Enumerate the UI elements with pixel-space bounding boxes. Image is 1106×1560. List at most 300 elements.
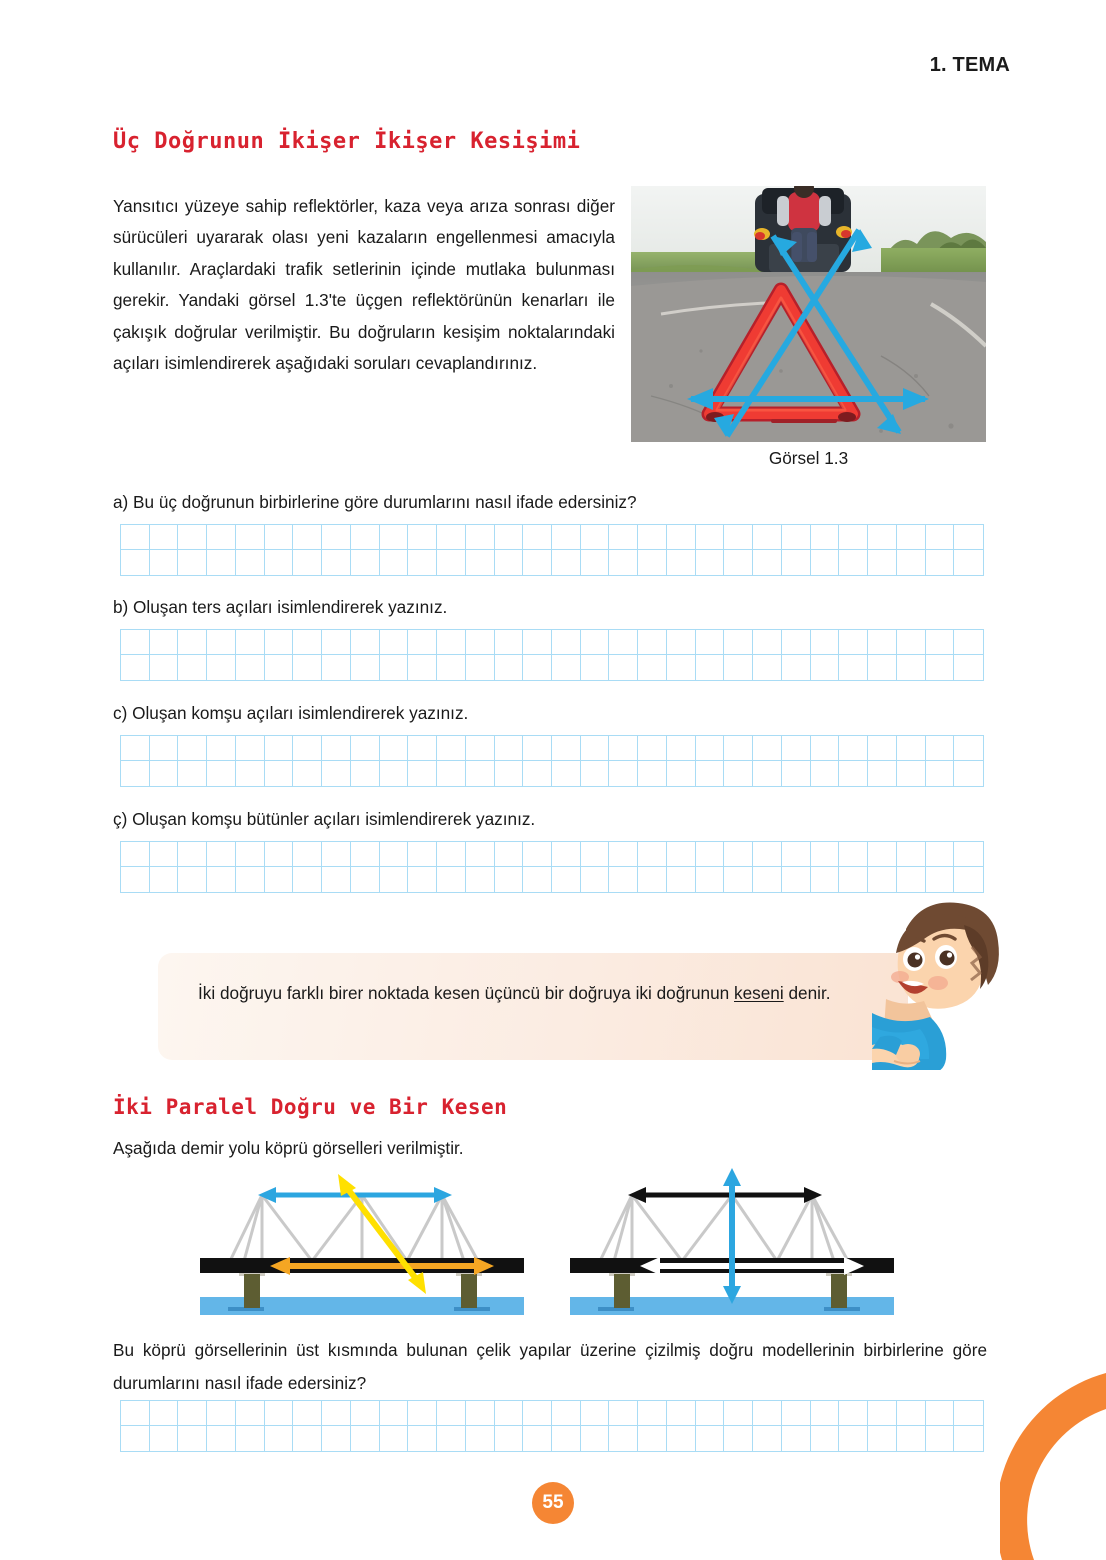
answer-cell[interactable] bbox=[667, 1426, 696, 1451]
answer-cell[interactable] bbox=[121, 550, 150, 575]
answer-cell[interactable] bbox=[351, 655, 380, 680]
answer-cell[interactable] bbox=[121, 630, 150, 654]
answer-cell[interactable] bbox=[954, 761, 983, 786]
answer-cell[interactable] bbox=[351, 867, 380, 892]
answer-cell[interactable] bbox=[207, 550, 236, 575]
answer-cell[interactable] bbox=[839, 761, 868, 786]
answer-cell[interactable] bbox=[495, 525, 524, 549]
answer-cell[interactable] bbox=[552, 736, 581, 760]
answer-cell[interactable] bbox=[437, 1401, 466, 1425]
answer-cell[interactable] bbox=[954, 525, 983, 549]
answer-cell[interactable] bbox=[609, 761, 638, 786]
answer-cell[interactable] bbox=[178, 1401, 207, 1425]
answer-cell[interactable] bbox=[150, 761, 179, 786]
answer-cell[interactable] bbox=[265, 842, 294, 866]
answer-cell[interactable] bbox=[380, 525, 409, 549]
answer-cell[interactable] bbox=[121, 1426, 150, 1451]
answer-cell[interactable] bbox=[581, 630, 610, 654]
answer-cell[interactable] bbox=[581, 655, 610, 680]
answer-cell[interactable] bbox=[466, 736, 495, 760]
answer-cell[interactable] bbox=[437, 525, 466, 549]
answer-cell[interactable] bbox=[207, 736, 236, 760]
answer-cell[interactable] bbox=[552, 525, 581, 549]
answer-cell[interactable] bbox=[552, 1401, 581, 1425]
answer-cell[interactable] bbox=[609, 1401, 638, 1425]
answer-cell[interactable] bbox=[724, 655, 753, 680]
answer-cell[interactable] bbox=[811, 1401, 840, 1425]
answer-cell[interactable] bbox=[265, 867, 294, 892]
answer-cell[interactable] bbox=[724, 525, 753, 549]
answer-cell[interactable] bbox=[150, 550, 179, 575]
answer-cell[interactable] bbox=[351, 630, 380, 654]
answer-cell[interactable] bbox=[696, 842, 725, 866]
answer-cell[interactable] bbox=[581, 550, 610, 575]
answer-cell[interactable] bbox=[150, 655, 179, 680]
answer-cell[interactable] bbox=[150, 736, 179, 760]
answer-grid-b[interactable] bbox=[120, 629, 984, 681]
answer-cell[interactable] bbox=[380, 761, 409, 786]
answer-cell[interactable] bbox=[178, 655, 207, 680]
answer-cell[interactable] bbox=[954, 736, 983, 760]
answer-cell[interactable] bbox=[265, 550, 294, 575]
answer-cell[interactable] bbox=[523, 867, 552, 892]
answer-cell[interactable] bbox=[811, 842, 840, 866]
answer-cell[interactable] bbox=[408, 525, 437, 549]
answer-cell[interactable] bbox=[408, 867, 437, 892]
answer-cell[interactable] bbox=[696, 1401, 725, 1425]
answer-cell[interactable] bbox=[178, 867, 207, 892]
answer-cell[interactable] bbox=[466, 525, 495, 549]
answer-cell[interactable] bbox=[811, 550, 840, 575]
answer-cell[interactable] bbox=[609, 1426, 638, 1451]
answer-cell[interactable] bbox=[380, 630, 409, 654]
answer-cell[interactable] bbox=[466, 867, 495, 892]
answer-cell[interactable] bbox=[839, 525, 868, 549]
answer-cell[interactable] bbox=[667, 630, 696, 654]
answer-cell[interactable] bbox=[380, 1426, 409, 1451]
answer-cell[interactable] bbox=[667, 736, 696, 760]
answer-cell[interactable] bbox=[724, 630, 753, 654]
answer-cell[interactable] bbox=[121, 525, 150, 549]
answer-cell[interactable] bbox=[868, 525, 897, 549]
answer-cell[interactable] bbox=[782, 867, 811, 892]
answer-cell[interactable] bbox=[523, 761, 552, 786]
answer-cell[interactable] bbox=[552, 655, 581, 680]
answer-cell[interactable] bbox=[724, 867, 753, 892]
answer-cell[interactable] bbox=[293, 842, 322, 866]
answer-cell[interactable] bbox=[811, 867, 840, 892]
answer-cell[interactable] bbox=[121, 761, 150, 786]
answer-cell[interactable] bbox=[581, 736, 610, 760]
answer-cell[interactable] bbox=[696, 761, 725, 786]
answer-cell[interactable] bbox=[926, 761, 955, 786]
answer-grid-bridges[interactable] bbox=[120, 1400, 984, 1452]
answer-cell[interactable] bbox=[897, 842, 926, 866]
answer-cell[interactable] bbox=[696, 525, 725, 549]
answer-cell[interactable] bbox=[782, 550, 811, 575]
answer-cell[interactable] bbox=[581, 1426, 610, 1451]
answer-cell[interactable] bbox=[293, 867, 322, 892]
answer-cell[interactable] bbox=[523, 525, 552, 549]
answer-cell[interactable] bbox=[839, 550, 868, 575]
answer-cell[interactable] bbox=[322, 761, 351, 786]
answer-cell[interactable] bbox=[322, 736, 351, 760]
answer-cell[interactable] bbox=[667, 1401, 696, 1425]
answer-cell[interactable] bbox=[523, 1401, 552, 1425]
answer-cell[interactable] bbox=[322, 630, 351, 654]
answer-cell[interactable] bbox=[839, 842, 868, 866]
answer-cell[interactable] bbox=[437, 736, 466, 760]
answer-cell[interactable] bbox=[236, 761, 265, 786]
answer-cell[interactable] bbox=[954, 550, 983, 575]
answer-cell[interactable] bbox=[954, 1426, 983, 1451]
answer-cell[interactable] bbox=[868, 867, 897, 892]
answer-cell[interactable] bbox=[811, 525, 840, 549]
answer-cell[interactable] bbox=[552, 1426, 581, 1451]
answer-cell[interactable] bbox=[954, 867, 983, 892]
answer-cell[interactable] bbox=[265, 1401, 294, 1425]
answer-cell[interactable] bbox=[638, 655, 667, 680]
answer-cell[interactable] bbox=[868, 630, 897, 654]
answer-cell[interactable] bbox=[696, 655, 725, 680]
answer-cell[interactable] bbox=[753, 1401, 782, 1425]
answer-cell[interactable] bbox=[380, 655, 409, 680]
answer-cell[interactable] bbox=[178, 842, 207, 866]
answer-cell[interactable] bbox=[638, 736, 667, 760]
answer-cell[interactable] bbox=[207, 1401, 236, 1425]
answer-cell[interactable] bbox=[868, 1426, 897, 1451]
answer-cell[interactable] bbox=[207, 842, 236, 866]
answer-cell[interactable] bbox=[954, 1401, 983, 1425]
answer-cell[interactable] bbox=[408, 1426, 437, 1451]
answer-cell[interactable] bbox=[839, 655, 868, 680]
answer-cell[interactable] bbox=[868, 550, 897, 575]
answer-cell[interactable] bbox=[495, 550, 524, 575]
answer-cell[interactable] bbox=[753, 761, 782, 786]
answer-cell[interactable] bbox=[466, 655, 495, 680]
answer-cell[interactable] bbox=[609, 842, 638, 866]
answer-cell[interactable] bbox=[293, 1426, 322, 1451]
answer-cell[interactable] bbox=[724, 550, 753, 575]
answer-cell[interactable] bbox=[523, 842, 552, 866]
answer-cell[interactable] bbox=[293, 655, 322, 680]
answer-cell[interactable] bbox=[552, 761, 581, 786]
answer-cell[interactable] bbox=[954, 655, 983, 680]
answer-cell[interactable] bbox=[581, 1401, 610, 1425]
answer-cell[interactable] bbox=[178, 525, 207, 549]
answer-cell[interactable] bbox=[236, 550, 265, 575]
answer-cell[interactable] bbox=[322, 655, 351, 680]
answer-cell[interactable] bbox=[839, 1426, 868, 1451]
answer-cell[interactable] bbox=[322, 1426, 351, 1451]
answer-cell[interactable] bbox=[696, 550, 725, 575]
answer-cell[interactable] bbox=[581, 525, 610, 549]
answer-cell[interactable] bbox=[523, 1426, 552, 1451]
answer-cell[interactable] bbox=[121, 736, 150, 760]
answer-cell[interactable] bbox=[236, 736, 265, 760]
answer-cell[interactable] bbox=[667, 655, 696, 680]
answer-cell[interactable] bbox=[782, 1401, 811, 1425]
answer-cell[interactable] bbox=[811, 630, 840, 654]
answer-cell[interactable] bbox=[897, 867, 926, 892]
answer-cell[interactable] bbox=[926, 842, 955, 866]
answer-cell[interactable] bbox=[293, 630, 322, 654]
answer-cell[interactable] bbox=[466, 1426, 495, 1451]
answer-cell[interactable] bbox=[178, 736, 207, 760]
answer-cell[interactable] bbox=[351, 761, 380, 786]
answer-cell[interactable] bbox=[523, 736, 552, 760]
answer-cell[interactable] bbox=[609, 736, 638, 760]
answer-cell[interactable] bbox=[150, 1401, 179, 1425]
answer-cell[interactable] bbox=[150, 842, 179, 866]
answer-cell[interactable] bbox=[207, 761, 236, 786]
answer-cell[interactable] bbox=[753, 655, 782, 680]
answer-cell[interactable] bbox=[753, 842, 782, 866]
answer-cell[interactable] bbox=[724, 1426, 753, 1451]
answer-cell[interactable] bbox=[495, 630, 524, 654]
answer-cell[interactable] bbox=[466, 630, 495, 654]
answer-cell[interactable] bbox=[926, 867, 955, 892]
answer-cell[interactable] bbox=[495, 1401, 524, 1425]
answer-cell[interactable] bbox=[897, 761, 926, 786]
answer-cell[interactable] bbox=[495, 761, 524, 786]
answer-cell[interactable] bbox=[753, 630, 782, 654]
answer-cell[interactable] bbox=[667, 550, 696, 575]
answer-cell[interactable] bbox=[121, 655, 150, 680]
answer-cell[interactable] bbox=[667, 761, 696, 786]
answer-cell[interactable] bbox=[552, 550, 581, 575]
answer-cell[interactable] bbox=[207, 867, 236, 892]
answer-cell[interactable] bbox=[638, 525, 667, 549]
answer-cell[interactable] bbox=[207, 630, 236, 654]
answer-cell[interactable] bbox=[466, 1401, 495, 1425]
answer-cell[interactable] bbox=[724, 736, 753, 760]
answer-cell[interactable] bbox=[724, 1401, 753, 1425]
answer-cell[interactable] bbox=[265, 630, 294, 654]
answer-cell[interactable] bbox=[581, 867, 610, 892]
answer-cell[interactable] bbox=[926, 1426, 955, 1451]
answer-cell[interactable] bbox=[495, 842, 524, 866]
answer-cell[interactable] bbox=[380, 867, 409, 892]
answer-cell[interactable] bbox=[351, 1426, 380, 1451]
answer-cell[interactable] bbox=[897, 736, 926, 760]
answer-cell[interactable] bbox=[437, 761, 466, 786]
answer-cell[interactable] bbox=[437, 867, 466, 892]
answer-cell[interactable] bbox=[150, 867, 179, 892]
answer-cell[interactable] bbox=[868, 1401, 897, 1425]
answer-cell[interactable] bbox=[207, 1426, 236, 1451]
answer-cell[interactable] bbox=[782, 1426, 811, 1451]
answer-cell[interactable] bbox=[609, 630, 638, 654]
answer-cell[interactable] bbox=[293, 736, 322, 760]
answer-cell[interactable] bbox=[609, 525, 638, 549]
answer-grid-c-cedilla[interactable] bbox=[120, 841, 984, 893]
answer-cell[interactable] bbox=[839, 1401, 868, 1425]
answer-cell[interactable] bbox=[839, 867, 868, 892]
answer-cell[interactable] bbox=[293, 1401, 322, 1425]
answer-cell[interactable] bbox=[638, 761, 667, 786]
answer-cell[interactable] bbox=[523, 630, 552, 654]
answer-cell[interactable] bbox=[408, 1401, 437, 1425]
answer-cell[interactable] bbox=[178, 630, 207, 654]
answer-cell[interactable] bbox=[293, 761, 322, 786]
answer-cell[interactable] bbox=[236, 655, 265, 680]
answer-grid-c[interactable] bbox=[120, 735, 984, 787]
answer-cell[interactable] bbox=[926, 525, 955, 549]
answer-cell[interactable] bbox=[437, 842, 466, 866]
answer-cell[interactable] bbox=[609, 550, 638, 575]
answer-cell[interactable] bbox=[897, 1401, 926, 1425]
answer-cell[interactable] bbox=[437, 550, 466, 575]
answer-cell[interactable] bbox=[897, 630, 926, 654]
answer-cell[interactable] bbox=[811, 1426, 840, 1451]
answer-cell[interactable] bbox=[782, 842, 811, 866]
answer-cell[interactable] bbox=[552, 630, 581, 654]
answer-cell[interactable] bbox=[782, 525, 811, 549]
answer-cell[interactable] bbox=[609, 867, 638, 892]
answer-cell[interactable] bbox=[638, 1401, 667, 1425]
answer-cell[interactable] bbox=[811, 736, 840, 760]
answer-cell[interactable] bbox=[150, 525, 179, 549]
answer-cell[interactable] bbox=[897, 550, 926, 575]
answer-cell[interactable] bbox=[523, 655, 552, 680]
answer-cell[interactable] bbox=[839, 630, 868, 654]
answer-cell[interactable] bbox=[638, 550, 667, 575]
answer-cell[interactable] bbox=[926, 655, 955, 680]
answer-cell[interactable] bbox=[724, 761, 753, 786]
answer-cell[interactable] bbox=[954, 842, 983, 866]
answer-cell[interactable] bbox=[466, 761, 495, 786]
answer-cell[interactable] bbox=[495, 655, 524, 680]
answer-cell[interactable] bbox=[265, 736, 294, 760]
answer-cell[interactable] bbox=[667, 525, 696, 549]
answer-cell[interactable] bbox=[178, 1426, 207, 1451]
answer-cell[interactable] bbox=[466, 550, 495, 575]
answer-cell[interactable] bbox=[782, 736, 811, 760]
answer-cell[interactable] bbox=[581, 761, 610, 786]
answer-cell[interactable] bbox=[897, 525, 926, 549]
answer-cell[interactable] bbox=[322, 842, 351, 866]
answer-cell[interactable] bbox=[293, 525, 322, 549]
answer-cell[interactable] bbox=[178, 761, 207, 786]
answer-cell[interactable] bbox=[724, 842, 753, 866]
answer-cell[interactable] bbox=[150, 1426, 179, 1451]
answer-cell[interactable] bbox=[380, 550, 409, 575]
answer-cell[interactable] bbox=[638, 1426, 667, 1451]
answer-cell[interactable] bbox=[667, 867, 696, 892]
answer-cell[interactable] bbox=[408, 842, 437, 866]
answer-cell[interactable] bbox=[236, 630, 265, 654]
answer-cell[interactable] bbox=[150, 630, 179, 654]
answer-cell[interactable] bbox=[753, 525, 782, 549]
answer-cell[interactable] bbox=[265, 655, 294, 680]
answer-cell[interactable] bbox=[121, 867, 150, 892]
answer-cell[interactable] bbox=[265, 1426, 294, 1451]
answer-cell[interactable] bbox=[236, 1401, 265, 1425]
answer-cell[interactable] bbox=[696, 736, 725, 760]
answer-cell[interactable] bbox=[207, 525, 236, 549]
answer-cell[interactable] bbox=[322, 867, 351, 892]
answer-cell[interactable] bbox=[408, 630, 437, 654]
answer-cell[interactable] bbox=[380, 1401, 409, 1425]
answer-cell[interactable] bbox=[121, 842, 150, 866]
answer-cell[interactable] bbox=[466, 842, 495, 866]
answer-cell[interactable] bbox=[926, 1401, 955, 1425]
answer-cell[interactable] bbox=[437, 655, 466, 680]
answer-cell[interactable] bbox=[236, 842, 265, 866]
answer-cell[interactable] bbox=[696, 630, 725, 654]
answer-cell[interactable] bbox=[437, 1426, 466, 1451]
answer-cell[interactable] bbox=[236, 1426, 265, 1451]
answer-cell[interactable] bbox=[609, 655, 638, 680]
answer-cell[interactable] bbox=[782, 761, 811, 786]
answer-cell[interactable] bbox=[408, 736, 437, 760]
answer-cell[interactable] bbox=[437, 630, 466, 654]
answer-cell[interactable] bbox=[408, 761, 437, 786]
answer-cell[interactable] bbox=[552, 867, 581, 892]
answer-cell[interactable] bbox=[696, 867, 725, 892]
answer-cell[interactable] bbox=[868, 761, 897, 786]
answer-cell[interactable] bbox=[753, 550, 782, 575]
answer-cell[interactable] bbox=[178, 550, 207, 575]
answer-cell[interactable] bbox=[265, 525, 294, 549]
answer-cell[interactable] bbox=[897, 1426, 926, 1451]
answer-cell[interactable] bbox=[868, 842, 897, 866]
answer-cell[interactable] bbox=[207, 655, 236, 680]
answer-cell[interactable] bbox=[696, 1426, 725, 1451]
answer-cell[interactable] bbox=[753, 736, 782, 760]
answer-cell[interactable] bbox=[638, 867, 667, 892]
answer-cell[interactable] bbox=[811, 655, 840, 680]
answer-cell[interactable] bbox=[236, 525, 265, 549]
answer-cell[interactable] bbox=[667, 842, 696, 866]
answer-cell[interactable] bbox=[581, 842, 610, 866]
answer-cell[interactable] bbox=[782, 630, 811, 654]
answer-cell[interactable] bbox=[868, 655, 897, 680]
answer-cell[interactable] bbox=[380, 842, 409, 866]
answer-cell[interactable] bbox=[954, 630, 983, 654]
answer-cell[interactable] bbox=[322, 525, 351, 549]
answer-cell[interactable] bbox=[121, 1401, 150, 1425]
answer-cell[interactable] bbox=[351, 736, 380, 760]
answer-cell[interactable] bbox=[495, 736, 524, 760]
answer-cell[interactable] bbox=[265, 761, 294, 786]
answer-cell[interactable] bbox=[897, 655, 926, 680]
answer-cell[interactable] bbox=[839, 736, 868, 760]
answer-cell[interactable] bbox=[926, 630, 955, 654]
answer-cell[interactable] bbox=[753, 1426, 782, 1451]
answer-cell[interactable] bbox=[638, 842, 667, 866]
answer-cell[interactable] bbox=[782, 655, 811, 680]
answer-cell[interactable] bbox=[495, 867, 524, 892]
answer-cell[interactable] bbox=[408, 655, 437, 680]
answer-cell[interactable] bbox=[351, 550, 380, 575]
answer-cell[interactable] bbox=[351, 525, 380, 549]
answer-cell[interactable] bbox=[926, 550, 955, 575]
answer-cell[interactable] bbox=[351, 1401, 380, 1425]
answer-cell[interactable] bbox=[811, 761, 840, 786]
answer-cell[interactable] bbox=[380, 736, 409, 760]
answer-cell[interactable] bbox=[868, 736, 897, 760]
answer-cell[interactable] bbox=[293, 550, 322, 575]
answer-cell[interactable] bbox=[753, 867, 782, 892]
answer-cell[interactable] bbox=[408, 550, 437, 575]
answer-cell[interactable] bbox=[552, 842, 581, 866]
answer-grid-a[interactable] bbox=[120, 524, 984, 576]
answer-cell[interactable] bbox=[495, 1426, 524, 1451]
answer-cell[interactable] bbox=[926, 736, 955, 760]
answer-cell[interactable] bbox=[322, 550, 351, 575]
